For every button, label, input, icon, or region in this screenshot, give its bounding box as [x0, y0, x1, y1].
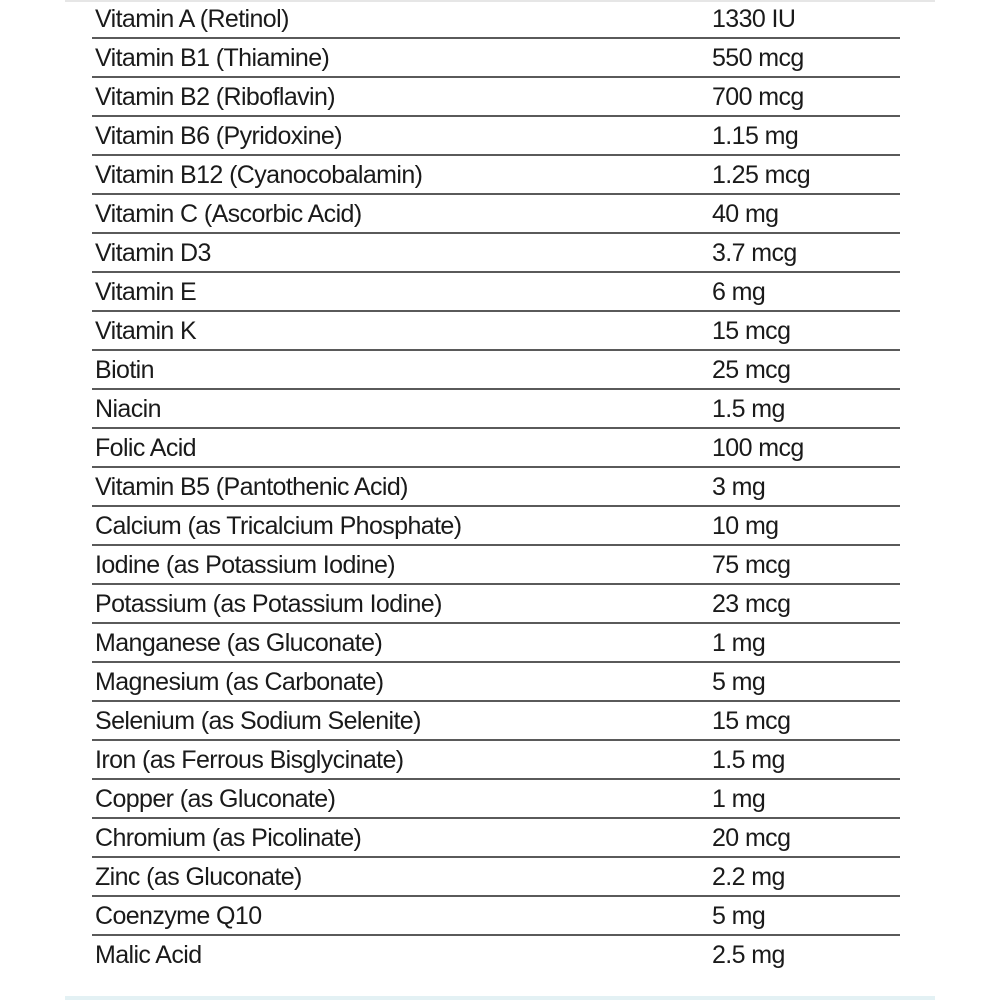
table-row	[92, 429, 900, 468]
nutrient-table	[92, 0, 900, 973]
table-row	[92, 117, 900, 156]
nutrient-amount: 3.7 mcg	[712, 239, 797, 267]
nutrient-amount: 1.15 mg	[712, 122, 799, 150]
nutrient-amount: 1.5 mg	[712, 746, 785, 774]
nutrient-amount: 75 mcg	[712, 551, 791, 579]
table-row	[92, 663, 900, 702]
table-row	[92, 39, 900, 78]
nutrient-amount: 6 mg	[712, 278, 766, 306]
table-row	[92, 468, 900, 507]
nutrient-name: Vitamin K	[95, 317, 197, 345]
table-row	[92, 156, 900, 195]
nutrient-amount: 2.5 mg	[712, 941, 785, 969]
nutrient-name: Niacin	[95, 395, 161, 423]
nutrient-amount: 3 mg	[712, 473, 766, 501]
table-row	[92, 780, 900, 819]
nutrient-amount: 1.5 mg	[712, 395, 785, 423]
table-row	[92, 234, 900, 273]
table-row	[92, 351, 900, 390]
nutrient-amount: 23 mcg	[712, 590, 791, 618]
table-row	[92, 312, 900, 351]
table-row	[92, 858, 900, 897]
nutrient-amount: 100 mcg	[712, 434, 804, 462]
nutrient-amount: 20 mcg	[712, 824, 791, 852]
nutrient-amount: 5 mg	[712, 902, 766, 930]
nutrient-amount: 40 mg	[712, 200, 779, 228]
nutrient-name: Iodine (as Potassium Iodine)	[95, 551, 396, 579]
nutrient-amount: 700 mcg	[712, 83, 804, 111]
nutrient-name: Malic Acid	[95, 941, 202, 969]
nutrient-name: Biotin	[95, 356, 154, 384]
nutrient-name: Coenzyme Q10	[95, 902, 262, 930]
nutrient-amount: 5 mg	[712, 668, 766, 696]
nutrient-name: Vitamin A (Retinol)	[95, 5, 289, 33]
nutrient-amount: 15 mcg	[712, 707, 791, 735]
nutrient-name: Vitamin C (Ascorbic Acid)	[95, 200, 362, 228]
table-row	[92, 741, 900, 780]
nutrient-amount: 2.2 mg	[712, 863, 785, 891]
nutrient-name: Vitamin B5 (Pantothenic Acid)	[95, 473, 408, 501]
table-row	[92, 195, 900, 234]
nutrient-name: Folic Acid	[95, 434, 196, 462]
nutrient-name: Manganese (as Gluconate)	[95, 629, 383, 657]
nutrient-name: Chromium (as Picolinate)	[95, 824, 362, 852]
nutrient-amount: 1330 IU	[712, 5, 796, 33]
nutrient-name: Vitamin B12 (Cyanocobalamin)	[95, 161, 423, 189]
nutrient-amount: 25 mcg	[712, 356, 791, 384]
table-row	[92, 936, 900, 973]
nutrient-amount: 550 mcg	[712, 44, 804, 72]
nutrient-name: Vitamin B2 (Riboflavin)	[95, 83, 336, 111]
nutrient-amount: 1 mg	[712, 629, 766, 657]
nutrient-name: Magnesium (as Carbonate)	[95, 668, 384, 696]
nutrient-name: Iron (as Ferrous Bisglycinate)	[95, 746, 404, 774]
table-row	[92, 78, 900, 117]
nutrient-name: Selenium (as Sodium Selenite)	[95, 707, 421, 735]
nutrient-name: Zinc (as Gluconate)	[95, 863, 302, 891]
nutrient-name: Vitamin D3	[95, 239, 211, 267]
nutrient-name: Vitamin B1 (Thiamine)	[95, 44, 330, 72]
nutrient-amount: 1.25 mcg	[712, 161, 811, 189]
table-row	[92, 897, 900, 936]
nutrient-name: Copper (as Gluconate)	[95, 785, 336, 813]
table-row	[92, 624, 900, 663]
nutrient-amount: 10 mg	[712, 512, 779, 540]
nutrient-name: Vitamin B6 (Pyridoxine)	[95, 122, 342, 150]
bottom-divider	[65, 996, 935, 1000]
table-row	[92, 819, 900, 858]
table-row	[92, 273, 900, 312]
table-row	[92, 546, 900, 585]
nutrient-amount: 1 mg	[712, 785, 766, 813]
nutrient-amount: 15 mcg	[712, 317, 791, 345]
table-row	[92, 390, 900, 429]
table-row	[92, 585, 900, 624]
table-row	[92, 702, 900, 741]
nutrient-name: Potassium (as Potassium Iodine)	[95, 590, 442, 618]
table-row	[92, 507, 900, 546]
table-row	[92, 0, 900, 39]
nutrient-name: Vitamin E	[95, 278, 197, 306]
nutrient-name: Calcium (as Tricalcium Phosphate)	[95, 512, 462, 540]
